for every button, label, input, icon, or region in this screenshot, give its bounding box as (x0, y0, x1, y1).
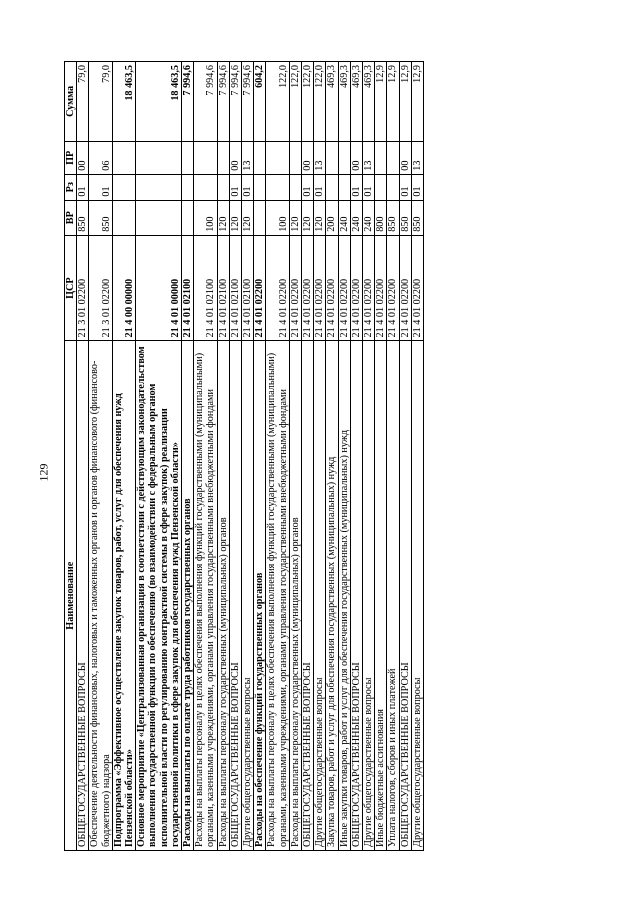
cell-name: Расходы на выплаты персоналу государственных (муниципальных) органов (217, 341, 229, 851)
cell-sum: 12,9 (387, 62, 399, 142)
cell-csr: 21 4 01 00000 (136, 235, 182, 341)
cell-name: Иные бюджетные ассигнования (375, 341, 387, 851)
cell-sum: 122,0 (289, 62, 301, 142)
table-row (375, 62, 387, 851)
cell-name: Расходы на выплаты персоналу государственных (муниципальных) органов (289, 341, 301, 851)
cell-pr (289, 141, 301, 174)
page-number: 129 (36, 463, 51, 482)
cell-pr: 00 (302, 141, 314, 174)
rotated-table-container (64, 61, 424, 851)
cell-rz (289, 174, 301, 200)
cell-sum: 469,3 (338, 62, 350, 142)
cell-rz (254, 174, 266, 200)
cell-pr (112, 141, 135, 174)
table-row (399, 62, 411, 851)
cell-vr: 850 (89, 200, 112, 235)
table-row (387, 62, 399, 851)
cell-rz: 01 (77, 174, 89, 200)
cell-name: ОБЩЕГОСУДАРСТВЕННЫЕ ВОПРОСЫ (302, 341, 314, 851)
cell-pr (375, 141, 387, 174)
cell-name: Закупка товаров, работ и услуг для обеспечения государственных (муниципальных) нужд (326, 341, 338, 851)
cell-vr: 120 (242, 200, 254, 235)
table-row (194, 62, 217, 851)
cell-vr: 120 (314, 200, 326, 235)
cell-name: Иные закупки товаров, работ и услуг для обеспечения государственных (муниципальных) нужд (338, 341, 350, 851)
cell-rz: 01 (399, 174, 411, 200)
cell-pr: 00 (399, 141, 411, 174)
cell-sum: 122,0 (266, 62, 289, 142)
cell-rz: 01 (242, 174, 254, 200)
cell-sum: 469,3 (350, 62, 362, 142)
cell-csr: 21 4 01 02200 (387, 235, 399, 341)
cell-csr: 21 4 01 02100 (217, 235, 229, 341)
cell-csr: 21 4 01 02100 (182, 235, 194, 341)
cell-vr: 850 (77, 200, 89, 235)
table-row (411, 62, 423, 851)
cell-vr (254, 200, 266, 235)
cell-vr: 240 (338, 200, 350, 235)
cell-sum: 12,9 (375, 62, 387, 142)
cell-rz: 01 (229, 174, 241, 200)
cell-csr: 21 4 01 02100 (194, 235, 217, 341)
cell-csr: 21 4 01 02200 (399, 235, 411, 341)
table-row (314, 62, 326, 851)
cell-vr: 100 (266, 200, 289, 235)
table-row (112, 62, 135, 851)
cell-pr: 13 (363, 141, 375, 174)
cell-name: Подпрограмма «Эффективное осуществление закупок товаров, работ, услуг для обеспечения нужд Пензенской области» (112, 341, 135, 851)
cell-rz (182, 174, 194, 200)
cell-name: Обеспечение деятельности финансовых, налоговых и таможенных органов и органов финансового (финансово-бюджетного) надзора (89, 341, 112, 851)
cell-sum: 7 994,6 (242, 62, 254, 142)
page-number-wrapper (34, 465, 54, 485)
cell-name: Расходы на выплаты персоналу в целях обеспечения выполнения функций государственными (муниципальными) органами, казенными учреждениями, органами управления государственными внебюджетными фондами (194, 341, 217, 851)
cell-csr: 21 4 01 02100 (229, 235, 241, 341)
cell-csr: 21 4 01 02200 (302, 235, 314, 341)
cell-vr: 850 (411, 200, 423, 235)
cell-name: Расходы на выплаты по оплате труда работников государственных органов (182, 341, 194, 851)
cell-vr: 100 (194, 200, 217, 235)
cell-csr: 21 4 01 02200 (266, 235, 289, 341)
cell-sum: 7 994,6 (217, 62, 229, 142)
cell-csr: 21 4 01 02200 (411, 235, 423, 341)
table-body (77, 62, 424, 851)
cell-pr: 13 (314, 141, 326, 174)
cell-sum: 7 994,6 (182, 62, 194, 142)
cell-rz (375, 174, 387, 200)
cell-vr: 120 (289, 200, 301, 235)
cell-name: Уплата налогов, сборов и иных платежей (387, 341, 399, 851)
cell-vr: 120 (302, 200, 314, 235)
header-sum: Сумма (65, 62, 77, 142)
cell-pr (217, 141, 229, 174)
cell-csr: 21 4 01 02200 (350, 235, 362, 341)
cell-pr (266, 141, 289, 174)
cell-vr: 120 (217, 200, 229, 235)
cell-pr: 13 (411, 141, 423, 174)
cell-csr: 21 3 01 02200 (89, 235, 112, 341)
cell-rz (266, 174, 289, 200)
cell-pr: 00 (77, 141, 89, 174)
table-row (229, 62, 241, 851)
cell-name: ОБЩЕГОСУДАРСТВЕННЫЕ ВОПРОСЫ (229, 341, 241, 851)
table-row (266, 62, 289, 851)
header-vr: ВР (65, 200, 77, 235)
cell-name: Основное мероприятие «Централизованная организация в соответствии с действующим законодательством выполнения государственной функции по обеспечению (во взаимодействии с федеральным органом исполнительной власти по регулированию контрактной системы в сфере закупок) реализации государственной политики в сфере закупок для обеспечения нужд Пензенской области» (136, 341, 182, 851)
cell-pr: 00 (350, 141, 362, 174)
cell-vr (112, 200, 135, 235)
cell-rz (387, 174, 399, 200)
cell-name: Другие общегосударственные вопросы (242, 341, 254, 851)
cell-vr (182, 200, 194, 235)
cell-csr: 21 4 01 02200 (289, 235, 301, 341)
cell-pr (254, 141, 266, 174)
cell-csr: 21 4 01 02100 (242, 235, 254, 341)
cell-rz (326, 174, 338, 200)
cell-csr: 21 4 01 02200 (326, 235, 338, 341)
header-name: Наименование (65, 341, 77, 851)
cell-csr: 21 4 01 02200 (375, 235, 387, 341)
cell-sum: 79,0 (89, 62, 112, 142)
cell-pr: 06 (89, 141, 112, 174)
cell-pr (136, 141, 182, 174)
cell-pr (326, 141, 338, 174)
cell-sum: 469,3 (363, 62, 375, 142)
cell-vr: 850 (387, 200, 399, 235)
cell-sum: 18 463,5 (136, 62, 182, 142)
header-pr: ПР (65, 141, 77, 174)
table-row (326, 62, 338, 851)
cell-rz (194, 174, 217, 200)
cell-rz: 01 (302, 174, 314, 200)
cell-rz: 01 (89, 174, 112, 200)
cell-pr (387, 141, 399, 174)
cell-pr (338, 141, 350, 174)
header-rz: Рз (65, 174, 77, 200)
cell-vr: 200 (326, 200, 338, 235)
cell-rz: 01 (411, 174, 423, 200)
cell-sum: 122,0 (314, 62, 326, 142)
cell-rz: 01 (350, 174, 362, 200)
table-row (136, 62, 182, 851)
cell-csr: 21 4 01 02200 (338, 235, 350, 341)
table-row (89, 62, 112, 851)
table-row (363, 62, 375, 851)
header-csr: ЦСР (65, 235, 77, 341)
cell-rz (217, 174, 229, 200)
cell-pr (194, 141, 217, 174)
cell-name: Расходы на выплаты персоналу в целях обеспечения выполнения функций государственными (муниципальными) органами, казенными учреждениями, органами управления государственными внебюджетными фондами (266, 341, 289, 851)
cell-rz (338, 174, 350, 200)
cell-name: Расходы на обеспечение функций государственных органов (254, 341, 266, 851)
cell-pr: 13 (242, 141, 254, 174)
cell-sum: 7 994,6 (194, 62, 217, 142)
table-row (217, 62, 229, 851)
table-row (338, 62, 350, 851)
cell-rz: 01 (314, 174, 326, 200)
cell-name: ОБЩЕГОСУДАРСТВЕННЫЕ ВОПРОСЫ (399, 341, 411, 851)
table-row (254, 62, 266, 851)
cell-sum: 122,0 (302, 62, 314, 142)
cell-vr: 850 (399, 200, 411, 235)
cell-csr: 21 4 01 02200 (363, 235, 375, 341)
cell-vr: 120 (229, 200, 241, 235)
cell-sum: 12,9 (399, 62, 411, 142)
cell-csr: 21 4 01 02200 (314, 235, 326, 341)
cell-pr: 00 (229, 141, 241, 174)
table-row (242, 62, 254, 851)
cell-sum: 604,2 (254, 62, 266, 142)
cell-name: Другие общегосударственные вопросы (363, 341, 375, 851)
cell-name: Другие общегосударственные вопросы (411, 341, 423, 851)
cell-sum: 469,3 (326, 62, 338, 142)
cell-rz (136, 174, 182, 200)
cell-sum: 7 994,6 (229, 62, 241, 142)
table-row (302, 62, 314, 851)
cell-sum: 18 463,5 (112, 62, 135, 142)
table-row (350, 62, 362, 851)
cell-vr: 240 (363, 200, 375, 235)
cell-sum: 79,0 (77, 62, 89, 142)
table-row (77, 62, 89, 851)
cell-vr (136, 200, 182, 235)
cell-pr (182, 141, 194, 174)
table-row (182, 62, 194, 851)
cell-rz: 01 (363, 174, 375, 200)
cell-csr: 21 4 01 02200 (254, 235, 266, 341)
cell-vr: 800 (375, 200, 387, 235)
cell-csr: 21 4 00 00000 (112, 235, 135, 341)
cell-sum: 12,9 (411, 62, 423, 142)
cell-name: ОБЩЕГОСУДАРСТВЕННЫЕ ВОПРОСЫ (77, 341, 89, 851)
cell-name: ОБЩЕГОСУДАРСТВЕННЫЕ ВОПРОСЫ (350, 341, 362, 851)
budget-table (64, 61, 424, 851)
cell-vr: 240 (350, 200, 362, 235)
table-header-row (65, 62, 77, 851)
table-row (289, 62, 301, 851)
cell-csr: 21 3 01 02200 (77, 235, 89, 341)
cell-name: Другие общегосударственные вопросы (314, 341, 326, 851)
cell-rz (112, 174, 135, 200)
